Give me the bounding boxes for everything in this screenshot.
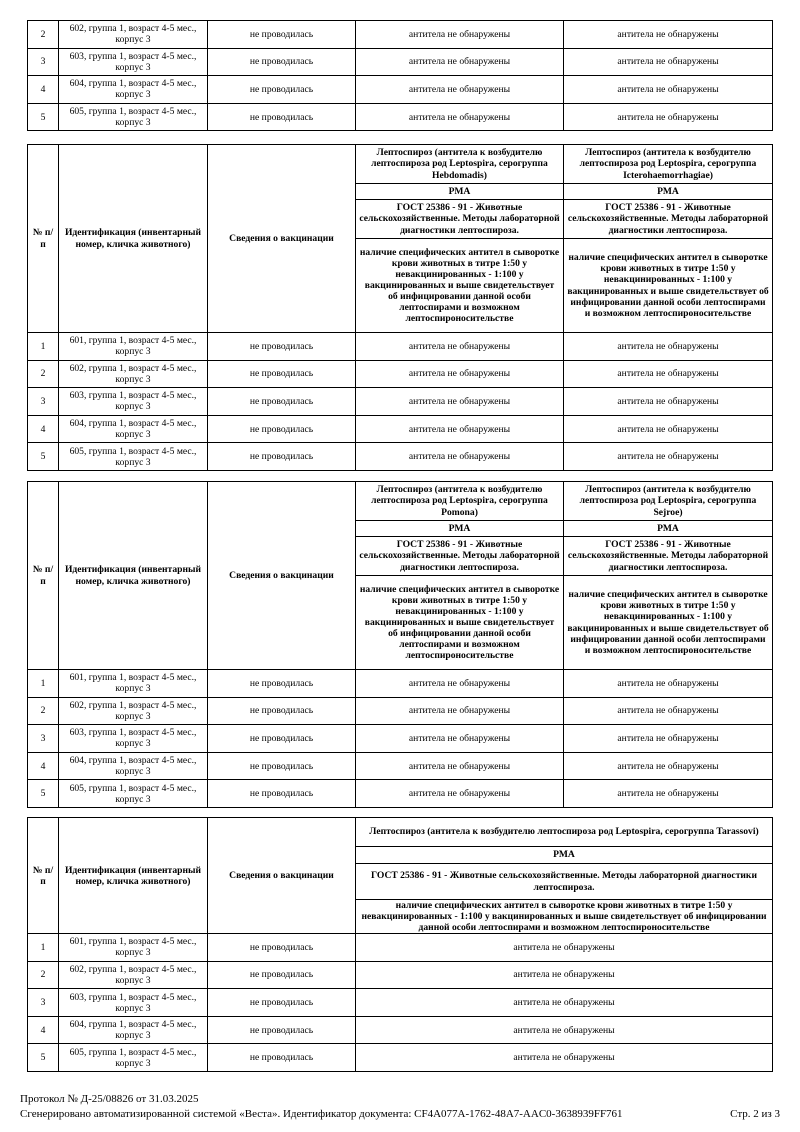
- col-num-header: № п/п: [28, 818, 59, 934]
- row-number: 1: [28, 934, 59, 962]
- method-header: РМА: [356, 521, 564, 537]
- page-number: Стр. 2 из 3: [730, 1108, 780, 1120]
- row-number: 4: [28, 1016, 59, 1044]
- table-row: [28, 934, 773, 962]
- animal-id: 604, группа 1, возраст 4-5 мес., корпус 3: [59, 1016, 208, 1044]
- animal-id: 605, группа 1, возраст 4-5 мес., корпус 3: [59, 103, 208, 131]
- animal-id: 604, группа 1, возраст 4-5 мес., корпус 3: [59, 415, 208, 443]
- standard-header: ГОСТ 25386 - 91 - Животные сельскохозяйственные. Методы лабораторной диагностики лептоспироза.: [564, 537, 773, 576]
- vaccination-info: не проводилась: [208, 1044, 356, 1072]
- result: антитела не обнаружены: [356, 333, 564, 361]
- result: антитела не обнаружены: [564, 670, 773, 698]
- vaccination-info: не проводилась: [208, 48, 356, 76]
- animal-id: 602, группа 1, возраст 4-5 мес., корпус 3: [59, 21, 208, 49]
- animal-id: 605, группа 1, возраст 4-5 мес., корпус 3: [59, 1044, 208, 1072]
- col-vacc-header: Сведения о вакцинации: [208, 145, 356, 333]
- table-row: [28, 415, 773, 443]
- result: антитела не обнаружены: [564, 333, 773, 361]
- row-number: 3: [28, 388, 59, 416]
- method-header: РМА: [564, 521, 773, 537]
- table-row: [28, 670, 773, 698]
- col-num-header: № п/п: [28, 145, 59, 333]
- method-header: РМА: [564, 184, 773, 200]
- animal-id: 605, группа 1, возраст 4-5 мес., корпус 3: [59, 780, 208, 808]
- result: антитела не обнаружены: [356, 1016, 773, 1044]
- row-number: 5: [28, 1044, 59, 1072]
- animal-id: 603, группа 1, возраст 4-5 мес., корпус 3: [59, 989, 208, 1017]
- test-name-header: Лептоспироз (антитела к возбудителю лептоспироза род Leptospira, серогруппа Hebdomadis): [356, 145, 564, 184]
- standard-header: ГОСТ 25386 - 91 - Животные сельскохозяйственные. Методы лабораторной диагностики лептоспироза.: [356, 537, 564, 576]
- row-number: 3: [28, 989, 59, 1017]
- vaccination-info: не проводилась: [208, 443, 356, 471]
- result: антитела не обнаружены: [356, 48, 564, 76]
- table-row: [28, 103, 773, 131]
- result: антитела не обнаружены: [356, 103, 564, 131]
- standard-header: ГОСТ 25386 - 91 - Животные сельскохозяйственные. Методы лабораторной диагностики лептоспироза.: [356, 200, 564, 239]
- vaccination-info: не проводилась: [208, 780, 356, 808]
- animal-id: 601, группа 1, возраст 4-5 мес., корпус 3: [59, 333, 208, 361]
- row-number: 4: [28, 415, 59, 443]
- result: антитела не обнаружены: [356, 415, 564, 443]
- result: антитела не обнаружены: [356, 934, 773, 962]
- row-number: 1: [28, 670, 59, 698]
- vaccination-info: не проводилась: [208, 103, 356, 131]
- vaccination-info: не проводилась: [208, 961, 356, 989]
- criteria-header: наличие специфических антител в сыворотке крови животных в титре 1:50 у невакцинированных - 1:100 у вакцинированных и выше свидетельствует об инфицировании данной особи лептоспирами и возможном лептоспироносительстве: [356, 576, 564, 670]
- result: антитела не обнаружены: [356, 752, 564, 780]
- result: антитела не обнаружены: [356, 443, 564, 471]
- table-row: [28, 780, 773, 808]
- table-row: [28, 21, 773, 49]
- results-table-2: [27, 144, 773, 471]
- table-row: [28, 725, 773, 753]
- vaccination-info: не проводилась: [208, 1016, 356, 1044]
- result: антитела не обнаружены: [356, 360, 564, 388]
- animal-id: 605, группа 1, возраст 4-5 мес., корпус 3: [59, 443, 208, 471]
- result: антитела не обнаружены: [356, 388, 564, 416]
- vaccination-info: не проводилась: [208, 76, 356, 104]
- results-table-4: [27, 817, 773, 1072]
- table-row: [28, 1016, 773, 1044]
- criteria-header: наличие специфических антител в сыворотке крови животных в титре 1:50 у невакцинированных - 1:100 у вакцинированных и выше свидетельствует об инфицировании данной особи лептоспирами и возможном лептоспироносительстве: [356, 900, 773, 934]
- test-name-header: Лептоспироз (антитела к возбудителю лептоспироза род Leptospira, серогруппа Tarassovi): [356, 818, 773, 847]
- result: антитела не обнаружены: [564, 360, 773, 388]
- result: антитела не обнаружены: [356, 670, 564, 698]
- animal-id: 602, группа 1, возраст 4-5 мес., корпус 3: [59, 697, 208, 725]
- row-number: 5: [28, 103, 59, 131]
- results-table-3: [27, 481, 773, 808]
- vaccination-info: не проводилась: [208, 333, 356, 361]
- row-number: 2: [28, 360, 59, 388]
- result: антитела не обнаружены: [356, 961, 773, 989]
- vaccination-info: не проводилась: [208, 388, 356, 416]
- animal-id: 601, группа 1, возраст 4-5 мес., корпус 3: [59, 934, 208, 962]
- method-header: РМА: [356, 184, 564, 200]
- vaccination-info: не проводилась: [208, 752, 356, 780]
- standard-header: ГОСТ 25386 - 91 - Животные сельскохозяйственные. Методы лабораторной диагностики лептоспироза.: [564, 200, 773, 239]
- table-row: [28, 989, 773, 1017]
- col-id-header: Идентификация (инвентарный номер, кличка животного): [59, 818, 208, 934]
- test-name-header: Лептоспироз (антитела к возбудителю лептоспироза род Leptospira, серогруппа Sejroe): [564, 482, 773, 521]
- standard-header: ГОСТ 25386 - 91 - Животные сельскохозяйственные. Методы лабораторной диагностики лептоспироза.: [356, 864, 773, 900]
- table-row: [28, 360, 773, 388]
- animal-id: 601, группа 1, возраст 4-5 мес., корпус 3: [59, 670, 208, 698]
- result: антитела не обнаружены: [564, 103, 773, 131]
- result: антитела не обнаружены: [564, 76, 773, 104]
- protocol-number: Протокол № Д-25/08826 от 31.03.2025: [20, 1093, 199, 1105]
- result: антитела не обнаружены: [564, 388, 773, 416]
- col-vacc-header: Сведения о вакцинации: [208, 818, 356, 934]
- generated-by: Сгенерировано автоматизированной системой «Веста». Идентификатор документа: CF4A077A-1762-48A7-AAC0-3638939FF761: [20, 1108, 623, 1120]
- row-number: 2: [28, 21, 59, 49]
- row-number: 4: [28, 76, 59, 104]
- table-row: [28, 333, 773, 361]
- table-row: [28, 697, 773, 725]
- result: антитела не обнаружены: [356, 21, 564, 49]
- results-table-1: [27, 20, 773, 131]
- header-row: [28, 145, 773, 184]
- table-row: [28, 752, 773, 780]
- row-number: 1: [28, 333, 59, 361]
- result: антитела не обнаружены: [564, 21, 773, 49]
- animal-id: 603, группа 1, возраст 4-5 мес., корпус 3: [59, 48, 208, 76]
- row-number: 5: [28, 780, 59, 808]
- header-row: [28, 818, 773, 847]
- table-row: [28, 961, 773, 989]
- result: антитела не обнаружены: [564, 725, 773, 753]
- criteria-header: наличие специфических антител в сыворотке крови животных в титре 1:50 у невакцинированных - 1:100 у вакцинированных и выше свидетельствует об инфицировании данной особи лептоспирами и возможном лептоспироносительстве: [564, 239, 773, 333]
- animal-id: 603, группа 1, возраст 4-5 мес., корпус 3: [59, 725, 208, 753]
- table-row: [28, 388, 773, 416]
- header-row: [28, 482, 773, 521]
- col-id-header: Идентификация (инвентарный номер, кличка животного): [59, 145, 208, 333]
- vaccination-info: не проводилась: [208, 697, 356, 725]
- row-number: 4: [28, 752, 59, 780]
- table-row: [28, 76, 773, 104]
- row-number: 3: [28, 725, 59, 753]
- test-name-header: Лептоспироз (антитела к возбудителю лептоспироза род Leptospira, серогруппа Pomona): [356, 482, 564, 521]
- col-id-header: Идентификация (инвентарный номер, кличка животного): [59, 482, 208, 670]
- result: антитела не обнаружены: [356, 697, 564, 725]
- vaccination-info: не проводилась: [208, 360, 356, 388]
- vaccination-info: не проводилась: [208, 415, 356, 443]
- result: антитела не обнаружены: [356, 1044, 773, 1072]
- result: антитела не обнаружены: [564, 697, 773, 725]
- vaccination-info: не проводилась: [208, 725, 356, 753]
- animal-id: 602, группа 1, возраст 4-5 мес., корпус 3: [59, 961, 208, 989]
- row-number: 3: [28, 48, 59, 76]
- animal-id: 604, группа 1, возраст 4-5 мес., корпус 3: [59, 76, 208, 104]
- vaccination-info: не проводилась: [208, 670, 356, 698]
- vaccination-info: не проводилась: [208, 934, 356, 962]
- vaccination-info: не проводилась: [208, 21, 356, 49]
- animal-id: 603, группа 1, возраст 4-5 мес., корпус 3: [59, 388, 208, 416]
- row-number: 5: [28, 443, 59, 471]
- vaccination-info: не проводилась: [208, 989, 356, 1017]
- col-vacc-header: Сведения о вакцинации: [208, 482, 356, 670]
- row-number: 2: [28, 697, 59, 725]
- table-row: [28, 48, 773, 76]
- result: антитела не обнаружены: [356, 725, 564, 753]
- result: антитела не обнаружены: [564, 415, 773, 443]
- criteria-header: наличие специфических антител в сыворотке крови животных в титре 1:50 у невакцинированных - 1:100 у вакцинированных и выше свидетельствует об инфицировании данной особи лептоспирами и возможном лептоспироносительстве: [356, 239, 564, 333]
- result: антитела не обнаружены: [564, 752, 773, 780]
- result: антитела не обнаружены: [564, 780, 773, 808]
- result: антитела не обнаружены: [356, 989, 773, 1017]
- result: антитела не обнаружены: [564, 48, 773, 76]
- result: антитела не обнаружены: [356, 780, 564, 808]
- animal-id: 602, группа 1, возраст 4-5 мес., корпус 3: [59, 360, 208, 388]
- result: антитела не обнаружены: [356, 76, 564, 104]
- method-header: РМА: [356, 847, 773, 864]
- table-row: [28, 1044, 773, 1072]
- criteria-header: наличие специфических антител в сыворотке крови животных в титре 1:50 у невакцинированных - 1:100 у вакцинированных и выше свидетельствует об инфицировании данной особи лептоспирами и возможном лептоспироносительстве: [564, 576, 773, 670]
- row-number: 2: [28, 961, 59, 989]
- table-row: [28, 443, 773, 471]
- test-name-header: Лептоспироз (антитела к возбудителю лептоспироза род Leptospira, серогруппа Icterohaemorrhagiae): [564, 145, 773, 184]
- animal-id: 604, группа 1, возраст 4-5 мес., корпус 3: [59, 752, 208, 780]
- result: антитела не обнаружены: [564, 443, 773, 471]
- col-num-header: № п/п: [28, 482, 59, 670]
